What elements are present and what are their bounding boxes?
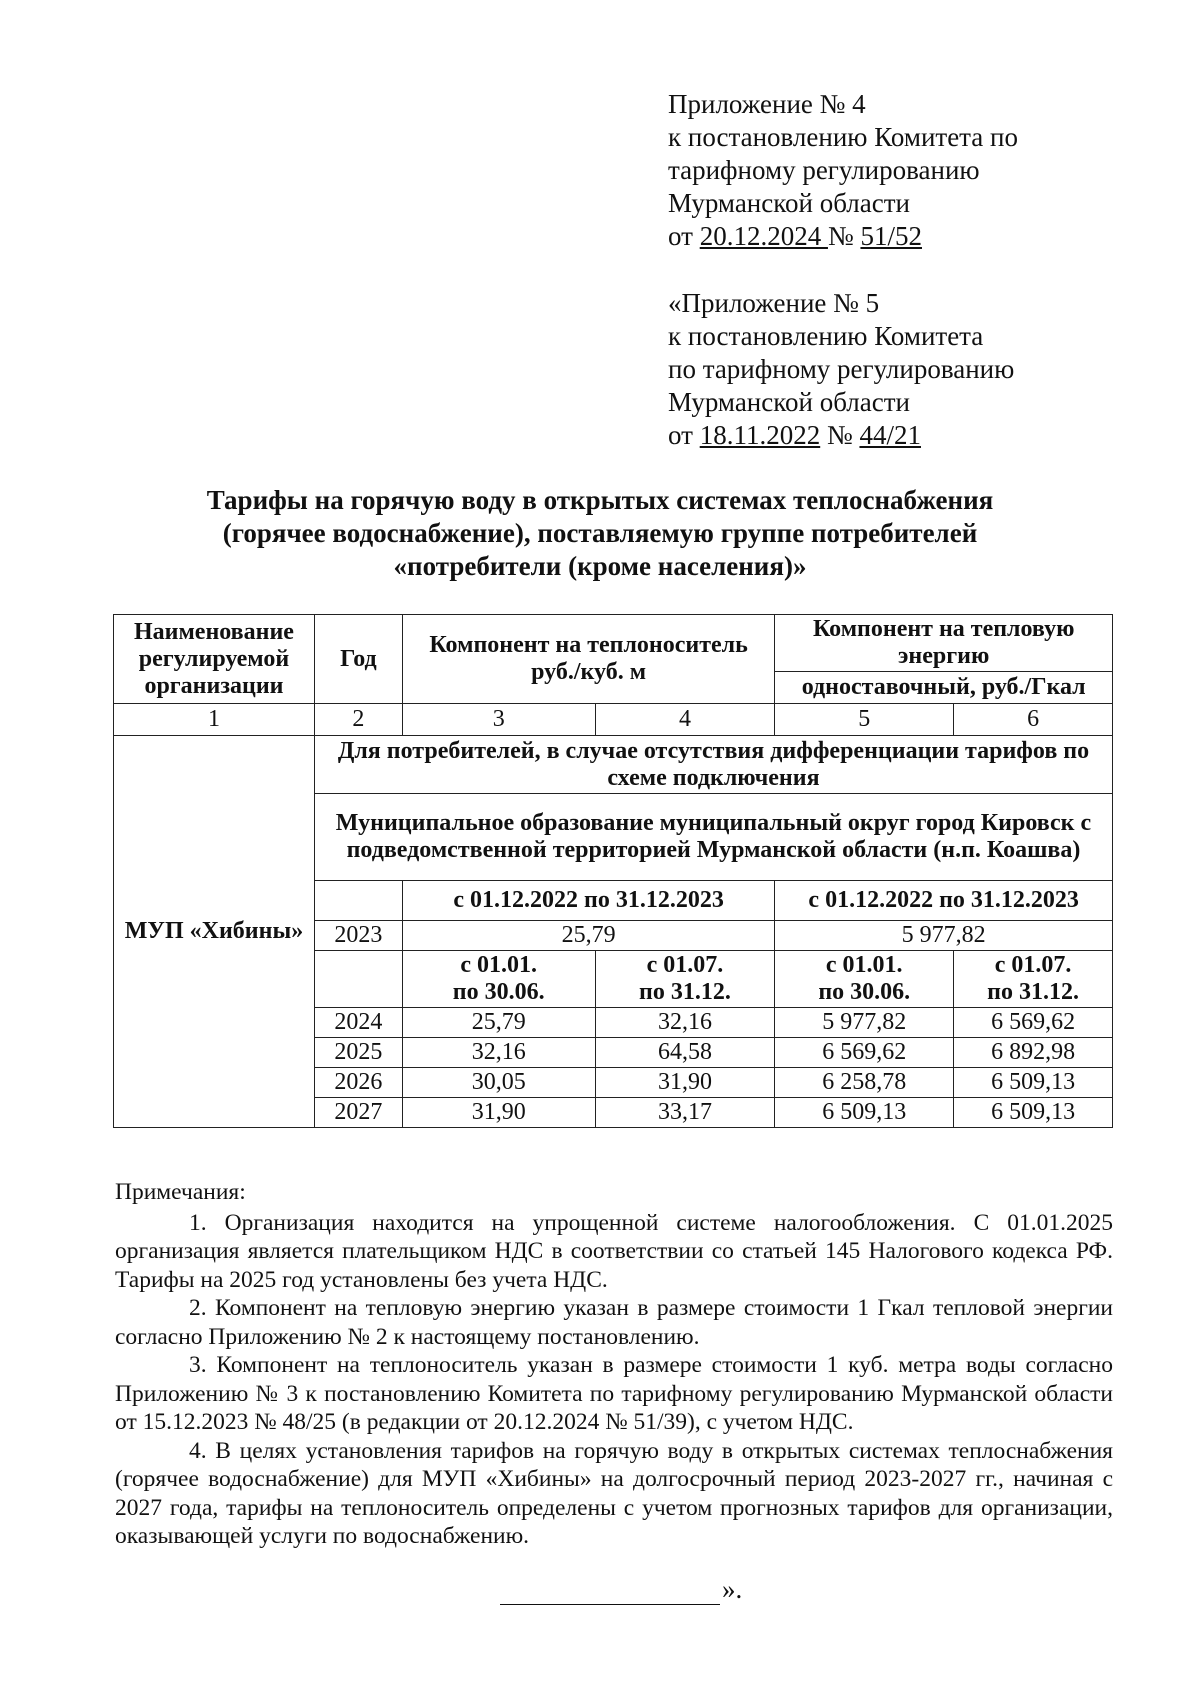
energy-value: 6 509,13: [775, 1098, 954, 1128]
notes-section: [115, 1178, 1113, 1551]
appendix-5-title: «Приложение № 5: [668, 288, 880, 318]
appendix-4-date: 20.12.2024: [699, 221, 828, 251]
half-year-label: по 30.06.: [818, 979, 911, 1005]
year-cell: 2027: [314, 1098, 402, 1128]
year-cell: 2023: [314, 921, 402, 951]
municipality-title: Муниципальное образование муниципальный округ город Кировск с подведомственной территорией Мурманской области (н.п. Коашва): [314, 794, 1112, 881]
energy-value: 6 569,62: [954, 1008, 1113, 1038]
half-year-header: [402, 951, 595, 1008]
column-number: 6: [954, 704, 1113, 736]
header-carrier-component: Компонент на теплоноситель руб./куб. м: [402, 615, 775, 704]
energy-value: 6 509,13: [954, 1098, 1113, 1128]
carrier-value: 32,16: [595, 1008, 775, 1038]
column-number: 5: [775, 704, 954, 736]
half-year-label: по 30.06.: [452, 979, 545, 1005]
period-energy: с 01.12.2022 по 31.12.2023: [775, 881, 1113, 921]
appendix-4-date-line: [668, 220, 1018, 253]
note-item: 3. Компонент на теплоноситель указан в размере стоимости 1 куб. метра воды согласно Приложению № 3 к постановлению Комитета по тарифному регулированию Мурманской области от 15.12.2023 № 48/25 (в редакции от 20.12.2024 № 51/39), с учетом НДС.: [115, 1352, 1113, 1435]
year-cell: 2025: [314, 1038, 402, 1068]
section-title: Для потребителей, в случае отсутствия дифференциации тарифов по схеме подключения: [314, 736, 1112, 794]
energy-value: 5 977,82: [775, 1008, 954, 1038]
carrier-value: 25,79: [402, 1008, 595, 1038]
appendix-4-title: Приложение № 4: [668, 89, 866, 119]
carrier-value: 31,90: [402, 1098, 595, 1128]
notes-heading: Примечания:: [115, 1179, 246, 1205]
appendix-5-block: [668, 287, 1014, 452]
date-prefix: от: [668, 221, 700, 251]
tariff-table: [113, 614, 1113, 1128]
energy-value: 6 569,62: [775, 1038, 954, 1068]
carrier-value: 64,58: [595, 1038, 775, 1068]
note-item: 2. Компонент на тепловую энергию указан в размере стоимости 1 Гкал тепловой энергии согласно Приложению № 2 к настоящему постановлению.: [115, 1295, 1113, 1350]
appendix-4-line: Мурманской области: [668, 188, 910, 218]
number-sign: №: [827, 221, 861, 251]
date-prefix: от: [668, 420, 700, 450]
appendix-5-line: по тарифному регулированию: [668, 354, 1015, 384]
half-year-label: с 01.01.: [825, 952, 903, 978]
half-year-label: по 31.12.: [987, 979, 1079, 1005]
empty-cell: [314, 951, 402, 1008]
title-line: (горячее водоснабжение), поставляемую группе потребителей: [222, 518, 978, 548]
half-year-label: с 01.07.: [994, 952, 1072, 978]
organization-name: МУП «Хибины»: [114, 736, 315, 1128]
carrier-value: 32,16: [402, 1038, 595, 1068]
header-organization: Наименование регулируемой организации: [114, 615, 315, 704]
header-year: Год: [314, 615, 402, 704]
column-number-row: [114, 704, 1113, 736]
closing-line: [500, 1574, 742, 1605]
appendix-4-block: [668, 88, 1018, 253]
title-line: «потребители (кроме населения)»: [393, 551, 807, 581]
column-number: 1: [114, 704, 315, 736]
carrier-value: 33,17: [595, 1098, 775, 1128]
appendix-4-number: 51/52: [860, 221, 922, 251]
signature-line: [500, 1603, 720, 1605]
energy-value: 6 892,98: [954, 1038, 1113, 1068]
column-number: 3: [402, 704, 595, 736]
half-year-header: [775, 951, 954, 1008]
closing-quote: ».: [722, 1574, 743, 1604]
carrier-value: 31,90: [595, 1068, 775, 1098]
column-number: 4: [595, 704, 775, 736]
energy-value: 6 509,13: [954, 1068, 1113, 1098]
half-year-label: с 01.01.: [460, 952, 538, 978]
note-item: 4. В целях установления тарифов на горячую воду в открытых системах теплоснабжения (горячее водоснабжение) для МУП «Хибины» на долгосрочный период 2023-2027 гг., начиная с 2027 года, тарифы на теплоноситель определены с учетом прогнозных тарифов для организации, оказывающей услуги по водоснабжению.: [115, 1437, 1113, 1549]
year-cell: 2024: [314, 1008, 402, 1038]
appendix-5-line: к постановлению Комитета: [668, 321, 984, 351]
half-year-label: с 01.07.: [646, 952, 724, 978]
energy-value: 5 977,82: [775, 921, 1113, 951]
year-cell: 2026: [314, 1068, 402, 1098]
header-energy-subheader: одноставочный, руб./Гкал: [775, 672, 1113, 704]
period-carrier: с 01.12.2022 по 31.12.2023: [402, 881, 775, 921]
empty-cell: [314, 881, 402, 921]
appendix-4-line: тарифному регулированию: [668, 155, 980, 185]
carrier-value: 25,79: [402, 921, 775, 951]
appendix-5-number: 44/21: [859, 420, 921, 450]
energy-value: 6 258,78: [775, 1068, 954, 1098]
number-sign: №: [820, 420, 860, 450]
half-year-header: [954, 951, 1113, 1008]
half-year-label: по 31.12.: [639, 979, 731, 1005]
header-energy-component: Компонент на тепловую энергию: [775, 615, 1113, 672]
column-number: 2: [314, 704, 402, 736]
appendix-5-date: 18.11.2022: [699, 420, 821, 450]
half-year-header: [595, 951, 775, 1008]
document-title: [100, 484, 1100, 583]
carrier-value: 30,05: [402, 1068, 595, 1098]
appendix-4-line: к постановлению Комитета по: [668, 122, 1018, 152]
appendix-5-line: Мурманской области: [668, 387, 910, 417]
title-line: Тарифы на горячую воду в открытых системах теплоснабжения: [206, 485, 994, 515]
note-item: 1. Организация находится на упрощенной системе налогообложения. С 01.01.2025 организация является плательщиком НДС в соответствии со статьей 145 Налогового кодекса РФ. Тарифы на 2025 год установлены без учета НДС.: [115, 1209, 1113, 1293]
appendix-5-date-line: [668, 419, 1014, 452]
